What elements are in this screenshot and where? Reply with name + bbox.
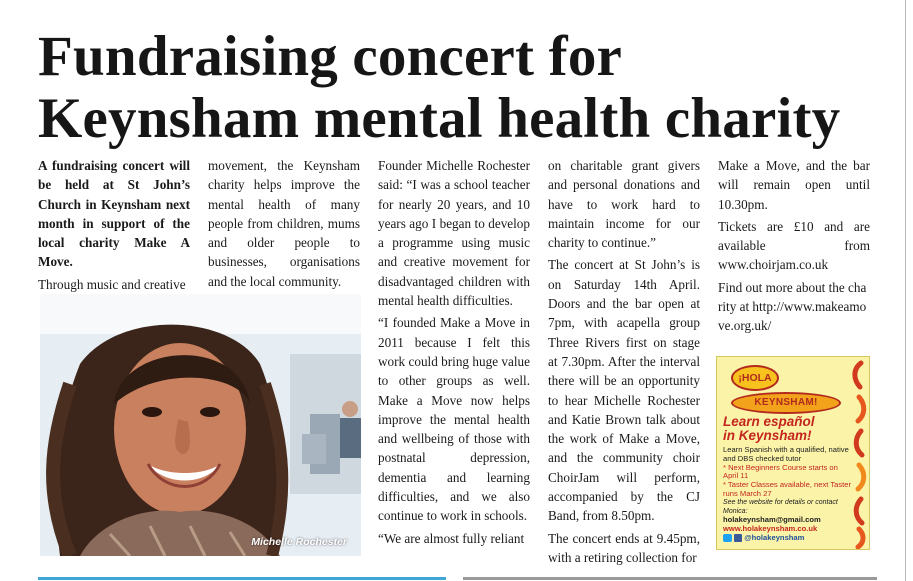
paragraph-4-start: “We are almost fully reliant [378,530,525,546]
woman-portrait-illustration [40,294,361,556]
column-2 [208,156,360,291]
advert-social[interactable] [723,534,853,543]
advert-email[interactable]: holakeynsham@gmail.com [723,515,821,525]
advert-see-website: See the website for details or contact Monica: [723,498,838,515]
headline-line-1: Fundraising concert for [38,25,623,88]
paragraph-8: Find out more about the charity at http://www.makeamove.org.uk/ [718,279,867,334]
advert-bullet-1: * Next Beginners Course starts on April 11 [723,462,838,481]
paragraph-5: The concert at St John’s is on Saturday 14th April. Doors and the bar open at 7pm, with acapella group Three Rivers first on stage at 7.30pm. After the interval there will be an opportunity to hear Michelle Rochester and Katie Brown talk about the work of Make a Move, and the community choir ChoirJam will perform, accompanied by the CJ Band, from 8.50pm. [548,257,700,524]
headline-line-2: Keynsham mental health charity [38,87,841,150]
photo-caption: Michelle Rochester [251,536,347,548]
page-edge [905,0,906,581]
column-3 [378,156,530,548]
keynsham-badge: KEYNSHAM! [731,392,841,414]
chili-pepper-icon [851,357,869,549]
advert-title-line-1: Learn español [723,414,815,429]
column-5 [718,156,870,336]
lead-paragraph: A fundraising concert will be held at St John’s Church in Keynsham next month in support of the local charity Make A Move. [38,158,190,270]
paragraph-4-continued: on charitable grant givers and personal donations and have to work hard to maintain income for our charity to continue.” [548,158,700,251]
paragraph-2: Founder Michelle Rochester said: “I was a school teacher for nearly 20 years, and 10 years ago I began to develop a programme using music and creative movement for disadvantaged children with mental health difficulties. [378,158,530,309]
article-photo [40,294,361,556]
advert-title [723,415,863,443]
advert-body [723,446,853,543]
advert-website[interactable]: www.holakeynsham.co.uk [723,524,818,534]
paragraph-3: “I founded Make a Move in 2011 because I felt this work could bring huge value to other groups as well. Make a Move now helps improve the mental health and wellbeing of those with postnatal depression, dementia and learning difficulties, and we also continue to work in schools. [378,315,530,524]
paragraph-7: Tickets are £10 and are available from www.choirjam.co.uk [718,218,870,273]
bottom-rule-right [463,577,877,580]
facebook-icon [734,534,742,542]
advert-bullet-2: * Taster Classes available, next Taster runs March 27 [723,480,852,498]
hola-badge: ¡HOLA [731,365,779,391]
paragraph-6-start: The concert ends at 9.45pm, with a retiring collection for [548,530,700,565]
paragraph-1-start: Through music and creative [38,276,186,292]
advert-intro: Learn Spanish with a qualified, native and DBS checked tutor [723,445,849,463]
paragraph-1-continued: movement, the Keynsham charity helps improve the mental health of many people from children, mums and older people to businesses, organisations and the local community. [208,158,360,289]
spanish-class-advert [716,356,870,550]
headline [38,26,840,150]
paragraph-6-continued: Make a Move, and the bar will remain open until 10.30pm. [718,158,870,212]
twitter-icon [723,534,732,542]
advert-title-line-2: in Keynsham! [723,428,812,443]
bottom-rule-left [38,577,446,580]
advert-social-handle: @holakeynsham [744,532,805,542]
column-4 [548,156,700,567]
column-1 [38,156,190,294]
